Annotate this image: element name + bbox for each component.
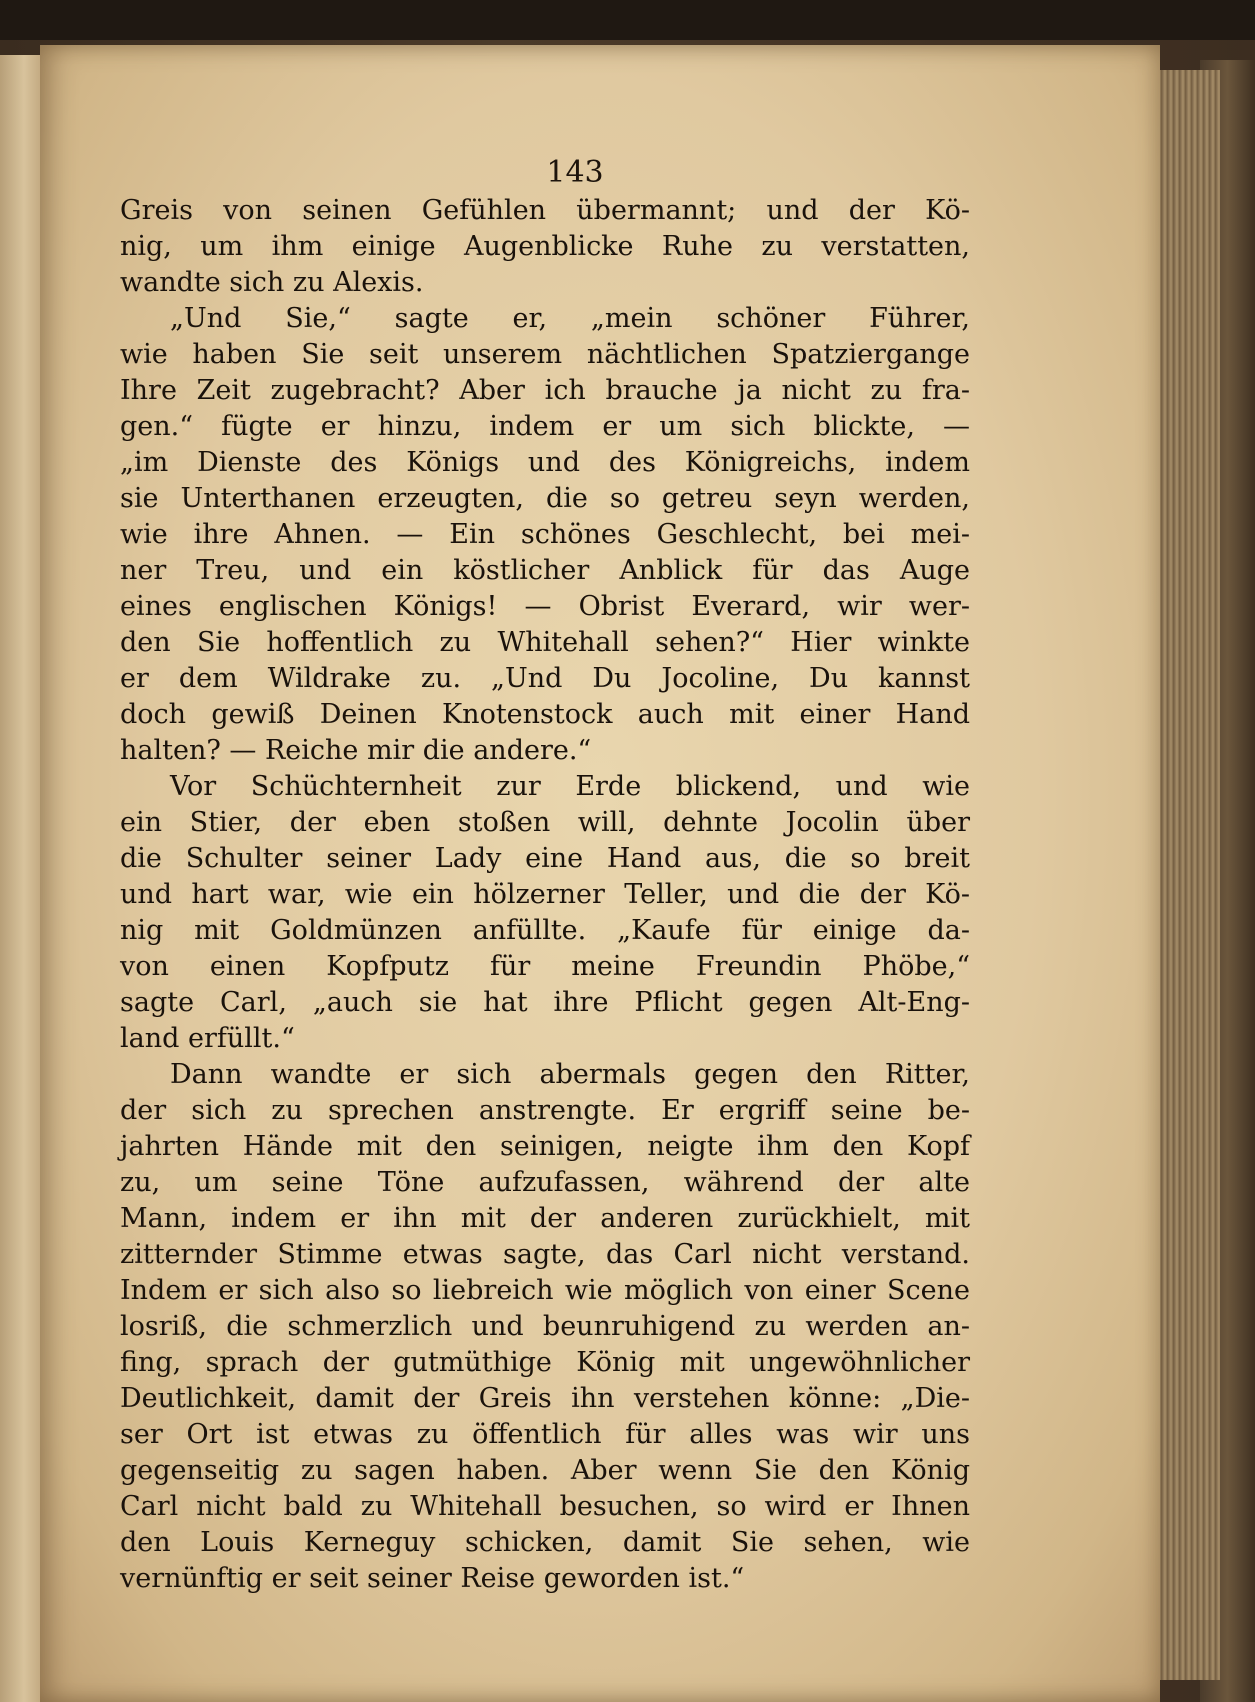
previous-page-edge (0, 55, 42, 1702)
text-line: Ihre Zeit zugebracht? Aber ich brauche ja nicht zu fra- (120, 375, 970, 406)
text-line: land erfüllt.“ (120, 1023, 295, 1054)
text-line: zitternder Stimme etwas sagte, das Carl nicht verstand. (120, 1239, 970, 1270)
text-line: der sich zu sprechen anstrengte. Er ergriff seine be- (120, 1095, 970, 1126)
page-edges-right (1150, 70, 1220, 1680)
text-line: Deutlichkeit, damit der Greis ihn verstehen könne: „Die- (120, 1383, 970, 1414)
text-line: nig mit Goldmünzen anfüllte. „Kaufe für einige da- (120, 915, 970, 946)
text-line: die Schulter seiner Lady eine Hand aus, die so breit (120, 843, 970, 874)
text-line: losriß, die schmerzlich und beunruhigend zu werden an- (120, 1311, 970, 1342)
text-line: sagte Carl, „auch sie hat ihre Pflicht gegen Alt-Eng- (120, 987, 970, 1018)
text-line: wandte sich zu Alexis. (120, 267, 424, 298)
text-line: vernünftig er seit seiner Reise geworden ist.“ (120, 1563, 745, 1594)
text-line: halten? — Reiche mir die andere.“ (120, 735, 592, 766)
text-line: ein Stier, der eben stoßen will, dehnte Jocolin über (120, 807, 970, 838)
text-line: Dann wandte er sich abermals gegen den Ritter, (170, 1059, 970, 1090)
text-line: von einen Kopfputz für meine Freundin Phöbe,“ (120, 951, 970, 982)
text-line: gen.“ fügte er hinzu, indem er um sich blickte, — (120, 411, 970, 442)
text-line: und hart war, wie ein hölzerner Teller, und die der Kö- (120, 879, 970, 910)
text-line: Mann, indem er ihn mit der anderen zurückhielt, mit (120, 1203, 970, 1234)
text-line: „Und Sie,“ sagte er, „mein schöner Führer, (170, 303, 970, 334)
text-line: Vor Schüchternheit zur Erde blickend, und wie (170, 771, 970, 802)
text-line: sie Unterthanen erzeugten, die so getreu seyn werden, (120, 483, 970, 514)
top-edge (0, 0, 1255, 40)
text-line: fing, sprach der gutmüthige König mit ungewöhnlicher (120, 1347, 970, 1378)
text-line: den Louis Kerneguy schicken, damit Sie sehen, wie (120, 1527, 970, 1558)
text-line: den Sie hoffentlich zu Whitehall sehen?“ Hier winkte (120, 627, 970, 658)
text-line: jahrten Hände mit den seinigen, neigte ihm den Kopf (120, 1131, 970, 1162)
text-line: Carl nicht bald zu Whitehall besuchen, so wird er Ihnen (120, 1491, 970, 1522)
page-number: 143 (546, 155, 604, 190)
book-page (40, 45, 1160, 1702)
text-line: Indem er sich also so liebreich wie möglich von einer Scene (120, 1275, 970, 1306)
text-line: zu, um seine Töne aufzufassen, während der alte (120, 1167, 970, 1198)
text-line: „im Dienste des Königs und des Königreichs, indem (120, 447, 970, 478)
text-line: doch gewiß Deinen Knotenstock auch mit einer Hand (120, 699, 970, 730)
text-line: ner Treu, und ein köstlicher Anblick für das Auge (120, 555, 970, 586)
text-line: ser Ort ist etwas zu öffentlich für alles was wir uns (120, 1419, 970, 1450)
text-line: wie haben Sie seit unserem nächtlichen Spatziergange (120, 339, 970, 370)
text-line: er dem Wildrake zu. „Und Du Jocoline, Du kannst (120, 663, 970, 694)
text-line: wie ihre Ahnen. — Ein schönes Geschlecht, bei mei- (120, 519, 970, 550)
text-line: eines englischen Königs! — Obrist Everard, wir wer- (120, 591, 970, 622)
text-line: nig, um ihm einige Augenblicke Ruhe zu verstatten, (120, 231, 970, 262)
text-line: Greis von seinen Gefühlen übermannt; und der Kö- (120, 195, 970, 226)
text-line: gegenseitig zu sagen haben. Aber wenn Sie den König (120, 1455, 970, 1486)
